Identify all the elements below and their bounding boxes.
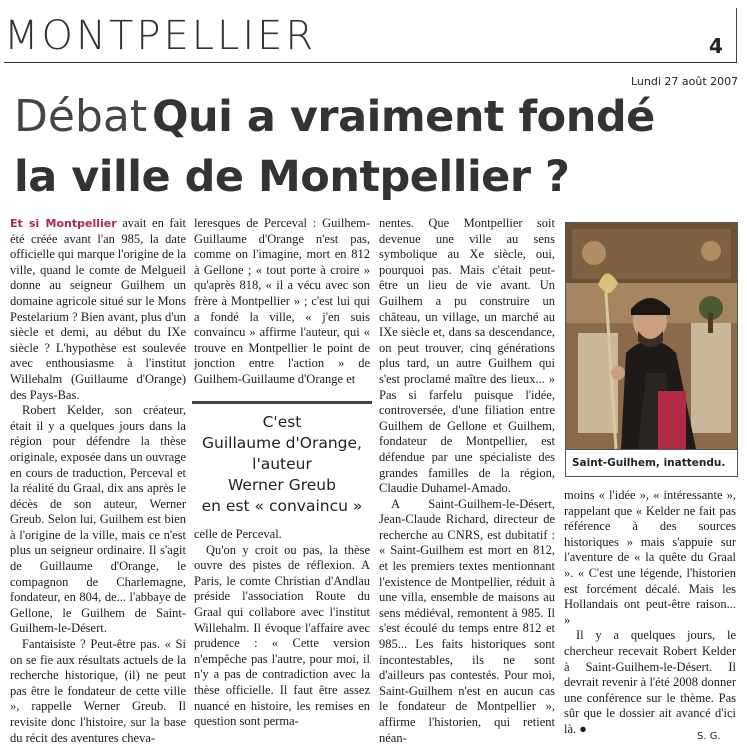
saint-guilhem-painting xyxy=(565,222,738,450)
article-column-4 xyxy=(564,488,736,736)
section-title: MONTPELLIER xyxy=(4,13,317,59)
photo-caption: Saint-Guilhem, inattendu. xyxy=(565,450,738,477)
paragraph-text: avait en fait été créée avant l'an 985, la date officielle qui marque l'origine de la ville, quand le comte de Melgueil donne au seigneur Guilhem un domaine agricole situé sur le Mons Pestelarium ? Bien avant, plus d'un siècle et demi, au début du IXe siècle ? L'hypothèse est soulevée avec enthousiasme à l'institut Willehalm (Guillaume d'Orange) des Pays-Bas. xyxy=(10,216,187,402)
headline-kicker: Débat xyxy=(14,91,148,142)
page-number: 4 xyxy=(709,34,723,58)
pull-quote-line: en est « convaincu » xyxy=(201,497,363,515)
paragraph: nentes. Que Montpellier soit devenue une ville au sens symbolique au Xe siècle, oui, pourquoi pas. Mais c'était peut-être un lieu de vie avant. Un Guilhem a pu construire un château, un village, un marché au IXe siècle et, dans sa descendance, on peut trouver, cinq générations plus tard, un autre Guilhem qui s'est proclamé maître des lieux... » Pas si farfelu puisque l'idée, controversée, d'une filiation entre Guilhem de Gellone et Guilhem, fondateur de Montpellier, est défendue par une spécialiste des grandes familles de la région, Claudie Duhamel-Amado. xyxy=(379,216,555,496)
article-column-1 xyxy=(10,216,186,751)
article-column-3 xyxy=(379,216,555,751)
article-column-2-bottom xyxy=(194,527,370,751)
article-column-2 xyxy=(194,216,370,391)
pull-quote-line: l'auteur xyxy=(252,455,312,473)
paragraph: leresques de Perceval : Guilhem-Guillaume d'Orange n'est pas, comme on l'imagine, mort en 812 à Gellone ; « tout porte à croire » qu'après 818, « il a vécu avec son frère à Montpellier » ; c'est lui qui a fondé la ville, « j'en suis convaincu » affirme l'auteur, qui « trouve en Montpellier le point de jonction entre l'action » de Guilhem-Guillaume d'Orange et xyxy=(194,216,370,386)
paragraph: moins « l'idée », « intéressante », rappelant que « Kelder ne fait pas référence à des sources historiques » mais s'appuie sur l'aventure de « la quête du Graal ». « C'est une légende, l'historien est forcément décalé. Mais les Hollandais ont peut-être raison... » xyxy=(564,488,736,627)
issue-date: Lundi 27 août 2007 xyxy=(631,75,739,88)
paragraph xyxy=(10,216,186,403)
pull-quote-text xyxy=(192,412,372,517)
paragraph: Robert Kelder, son créateur, était il y a quelques jours dans la région pour défendre la thèse originale, exposée dans un ouvrage en cours de traduction, Perceval et la réalité du Graal, dix ans après le décès de son auteur, Werner Greub. Selon lui, Guilhem est bien à l'origine de la ville, mais ce n'est plus un seigneur ordinaire. Il s'agit de Guillaume d'Orange, le compagnon de Charlemagne, fondateur, en 804, de... l'abbaye de Gellone, le Guilhem de Saint-Guilhem-le-Désert. xyxy=(10,403,186,636)
pull-quote xyxy=(192,401,372,522)
lead-in: Et si Montpellier xyxy=(10,217,117,230)
pull-quote-line: Werner Greub xyxy=(228,476,336,494)
pull-quote-line: C'est xyxy=(262,413,302,431)
headline-line-2: la ville de Montpellier ? xyxy=(14,152,570,202)
paragraph: Il y a quelques jours, le chercheur recevait Robert Kelder à Saint-Guilhem-le-Désert. Il devrait revenir à l'été 2008 donner une conférence sur le thème. Pas sûr que le dossier ait avancé d'ici là. ● xyxy=(564,628,736,736)
paragraph: Qu'on y croit ou pas, la thèse ouvre des pistes de réflexion. A Paris, le comte Christian d'Andlau préside l'association Route du Graal qui collabore avec l'institut Willehalm. Il évoque l'affaire avec prudence : « Cette version n'empêche pas l'autre, pour moi, il n'y a pas de contradiction avec la thèse officielle. Il faut être assez nuancé en histoire, les remises en question sont perma- xyxy=(194,542,370,729)
headline-line-1: Qui a vraiment fondé xyxy=(152,92,655,142)
header-rule xyxy=(4,62,737,63)
author-signature: S. G. xyxy=(697,731,721,742)
paragraph: celle de Perceval. xyxy=(194,527,282,541)
paragraph: Fantaisiste ? Peut-être pas. « Si on se fie aux résultats actuels de la recherche historique, (il) ne peut pas être le fondateur de cette ville », rappelle Werner Greub. Il revisite donc l'histoire, sur la base du récit des aventures cheva- xyxy=(10,637,186,745)
pull-quote-line: Guillaume d'Orange, xyxy=(202,434,362,452)
paragraph: A Saint-Guilhem-le-Désert, Jean-Claude Richard, directeur de recherche au CNRS, est dubitatif : « Saint-Guilhem est mort en 812, et les premiers textes mentionnant l'existence de Montpellier, réduit à une villa, ensemble de maisons au sens médiéval, remontent à 985. Il s'est écoulé du temps entre 812 et 985... Les faits historiques sont incontestables, ils ne sont d'ailleurs pas contestés. Pour moi, Saint-Guilhem n'est en aucun cas le fondateur de Montpellier », affirme l'historien, qui retient néan- xyxy=(379,496,555,745)
painting-image xyxy=(566,223,737,449)
